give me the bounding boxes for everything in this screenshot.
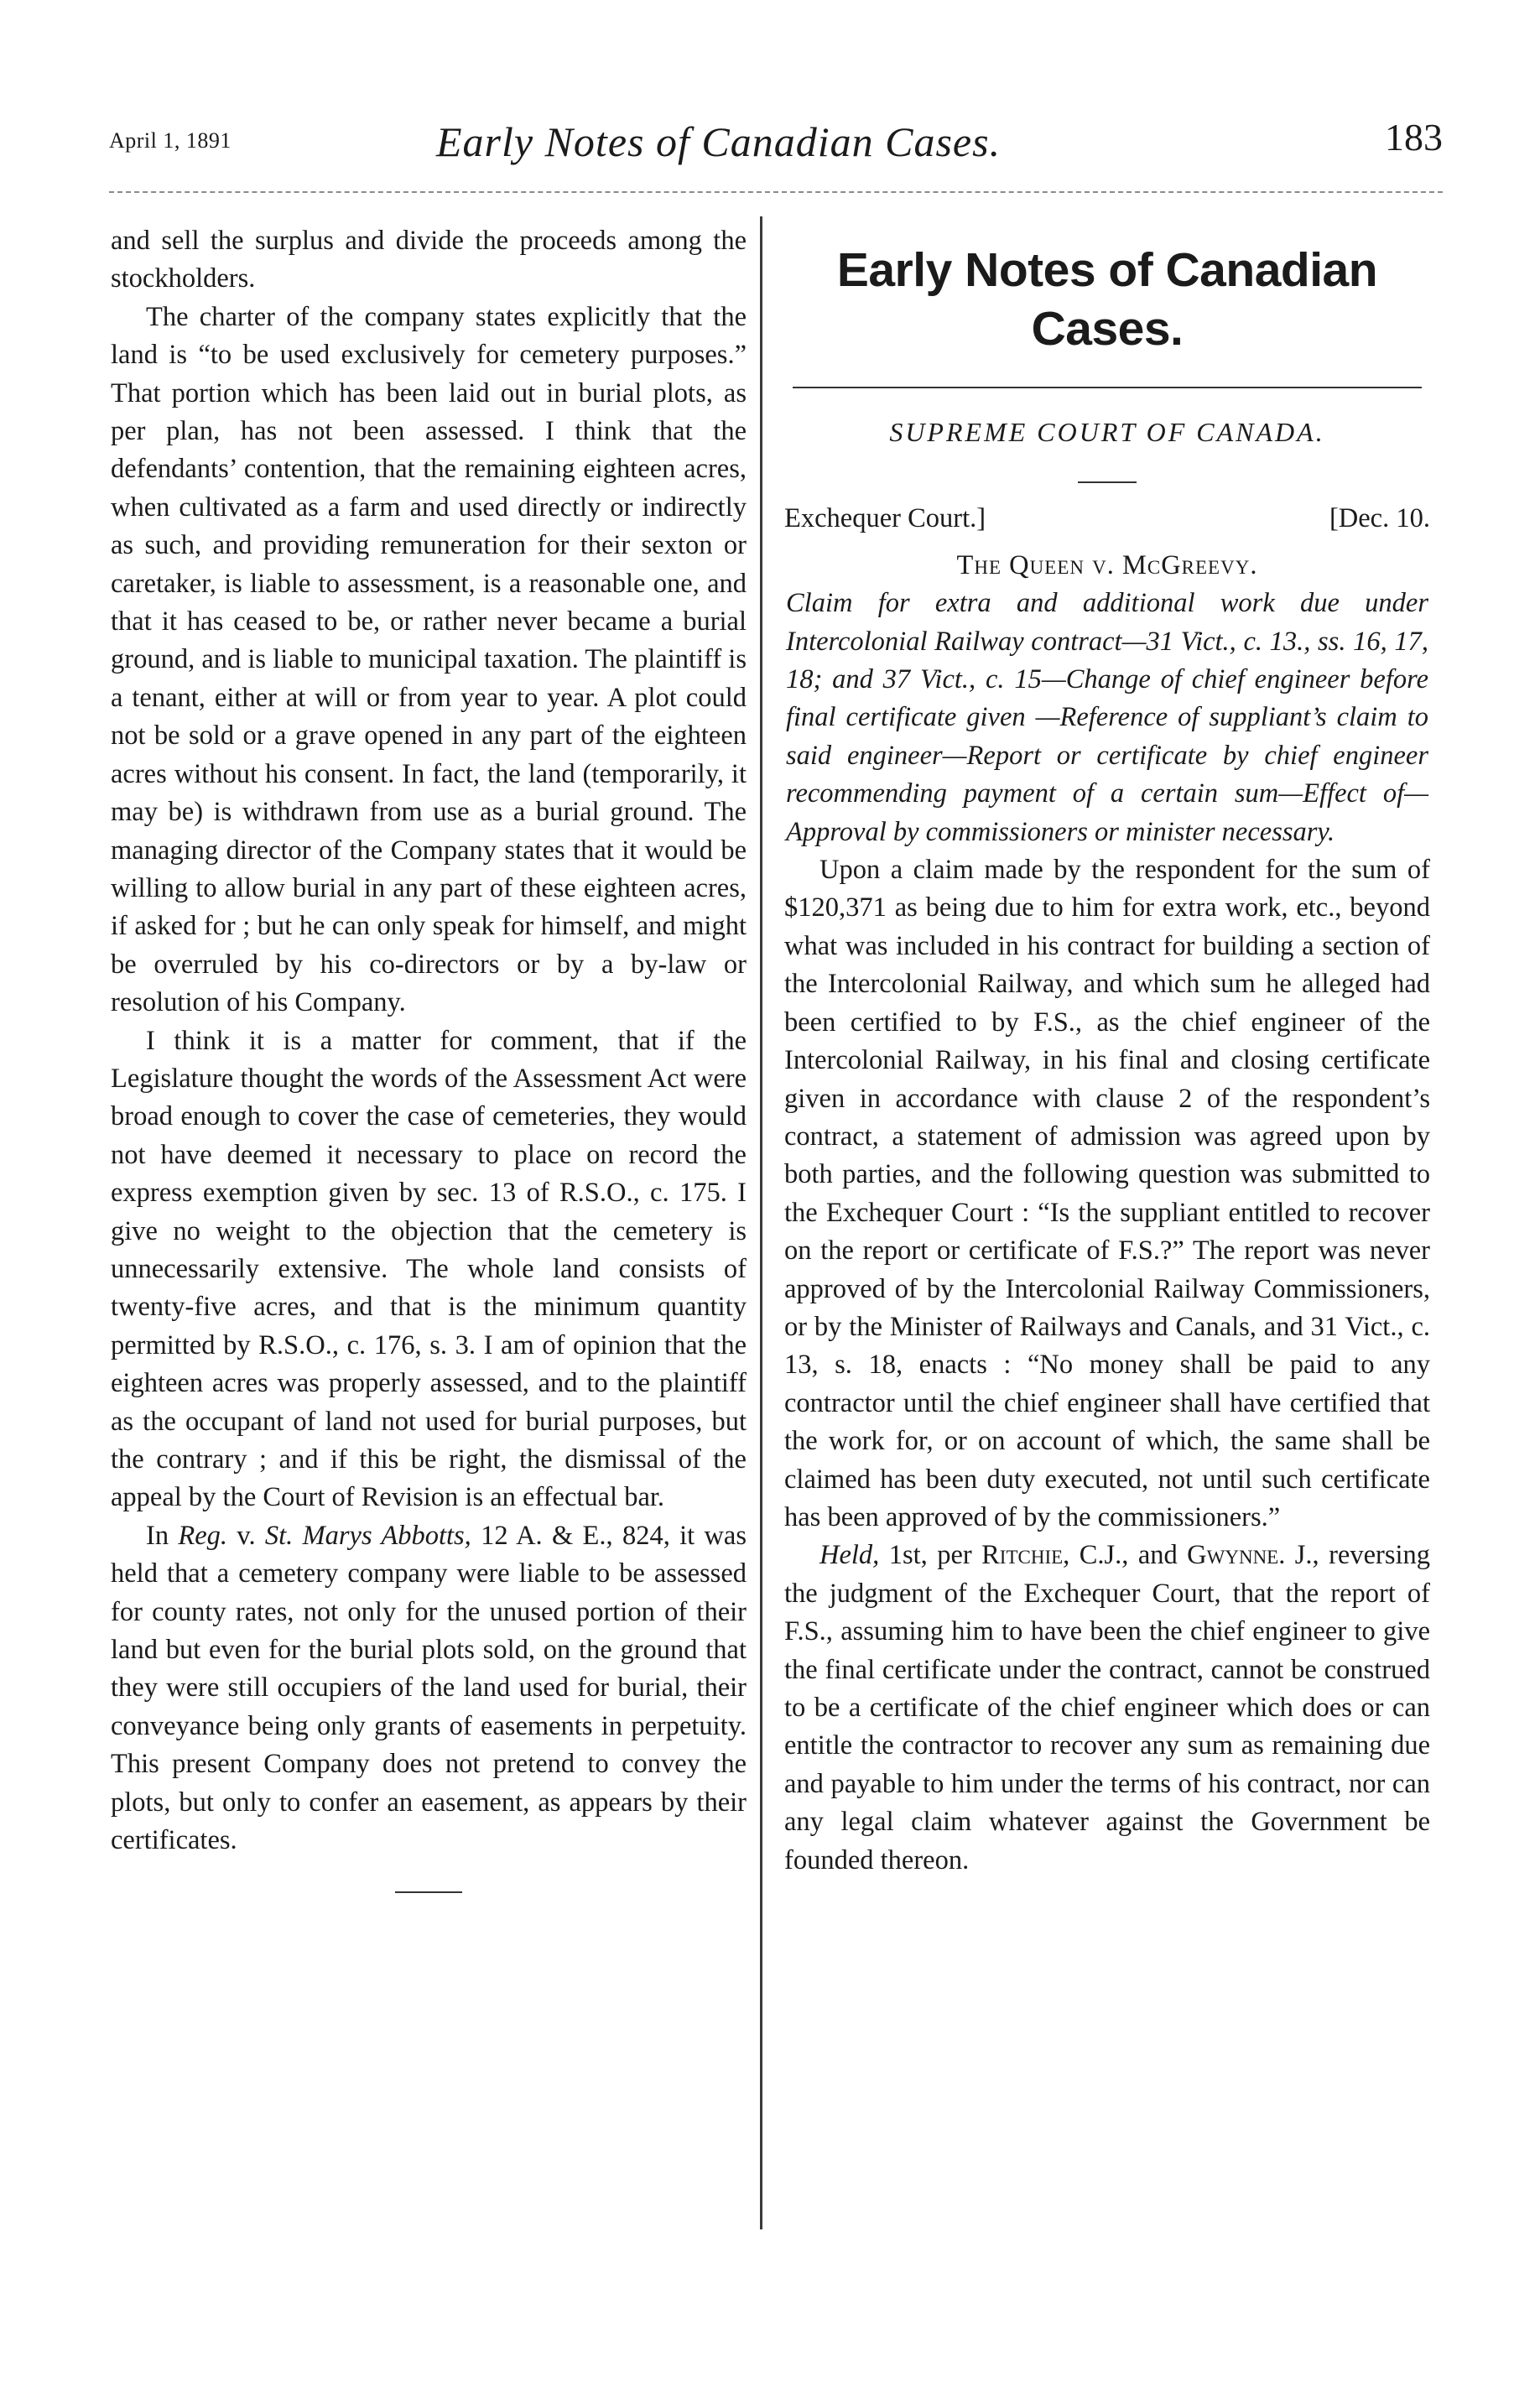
case-citation: St. Marys Abbotts, [264, 1520, 471, 1551]
text: In [146, 1520, 169, 1551]
column-divider [760, 216, 762, 2229]
text: , C.J., and [1063, 1540, 1178, 1571]
decision-date: [Dec. 10. [1329, 503, 1430, 534]
issue-date: April 1, 1891 [109, 128, 232, 153]
paragraph-held [784, 1537, 1430, 1880]
court-title: SUPREME COURT OF CANADA. [889, 417, 1325, 447]
left-column [111, 222, 747, 1893]
right-column [784, 222, 1430, 1880]
text: 1st, per [888, 1540, 972, 1571]
journal-running-title: Early Notes of Canadian Cases. [436, 118, 1002, 165]
court-from: Exchequer Court.] [784, 503, 986, 534]
judge-name: Gwynne [1187, 1540, 1279, 1571]
page-number: 183 [1385, 116, 1443, 159]
case-citation: Reg. [178, 1520, 228, 1551]
text: v. [237, 1520, 256, 1551]
held-label: Held, [819, 1540, 880, 1571]
text: 12 A. & E., 824, it was held that a cemetery company were liable to be assessed for county rates, not only for the unused portion of their land but even for the burial plots sold, on the ground that they were still occupiers of the land used for burial, their conveyance being only grants of easements in perpetuity. This present Company does not pretend to convey the plots, but only to confer an easement, as appears by their certificates. [111, 1520, 747, 1856]
paragraph-precedent [111, 1517, 747, 1860]
end-rule [395, 1891, 462, 1893]
judge-name: Ritchie [981, 1540, 1064, 1571]
section-rule [793, 387, 1422, 388]
section-title: Early Notes of Canadian Cases. [836, 243, 1378, 356]
headnote: Claim for extra and additional work due under Intercolonial Railway contract—31 Vict., c. 13., ss. 16, 17, 18; and 37 Vict., c. 15—Change of chief engineer before final certificate given —Reference of suppliant’s claim to said engineer—Report or certificate by chief engineer recommending payment of a certain sum—Effect of—Approval by commissioners or minister necessary. [786, 588, 1428, 847]
case-name: The Queen v. McGreevy. [956, 549, 1258, 580]
paragraph-continued: and sell the surplus and divide the proceeds among the stockholders. [111, 226, 747, 294]
header-rule [109, 191, 1443, 193]
paragraph-facts: Upon a claim made by the respondent for the sum of $120,371 as being due to him for extra work, etc., beyond what was included in his contract for building a section of the Intercolonial Railway, and which sum he alleged had been certified to by F.S., as the chief engineer of the Intercolonial Railway, in his final and closing certificate given in accordance with clause 2 of the respondent’s contract, a statement of admission was agreed upon by both parties, and the following question was submitted to the Exchequer Court : “Is the suppliant entitled to recover on the report or certificate of F.S.?” The report was never approved of by the Intercolonial Railway Commissioners, or by the Minister of Railways and Canals, and 31 Vict., c. 13, s. 18, enacts : “No money shall be paid to any contractor until the chief engineer shall have certified that the work for, or on account of which, the same shall be claimed has been duty executed, not until such certificate has been approved of by the commissioners.” [784, 855, 1430, 1532]
divider [1078, 481, 1137, 483]
paragraph-comment: I think it is a matter for comment, that if the Legislature thought the words of the Assessment Act were broad enough to cover the case of cemeteries, they would not have deemed it necessary to place on record the express exemption given by sec. 13 of R.S.O., c. 175. I give no weight to the objection that the cemetery is unnecessarily extensive. The whole land consists of twenty-five acres, and that is the minimum quantity permitted by R.S.O., c. 176, s. 3. I am of opinion that the eighteen acres was properly assessed, and to the plaintiff as the occupant of land not used for burial purposes, but the contrary ; and if this be right, the dismissal of the appeal by the Court of Revision is an effectual bar. [111, 1025, 747, 1513]
running-header [109, 105, 1443, 180]
text: . J., reversing the judgment of the Exchequer Court, that the report of F.S., assuming him to have been the chief engineer to give the final certificate under the contract, cannot be construed to be a certificate of the chief engineer which does or can entitle the contractor to recover any sum as remaining due and payable to him under the terms of his contract, nor can any legal claim whatever against the Government be founded thereon. [784, 1540, 1431, 1875]
paragraph-charter: The charter of the company states explicitly that the land is “to be used exclusively for cemetery purposes.” That portion which has been laid out in burial plots, as per plan, has not been assessed. I think that the defendants’ contention, that the remaining eighteen acres, when cultivated as a farm and used directly or indirectly as such, and providing remuneration for their sexton or caretaker, is liable to assessment, is a reasonable one, and that it has ceased to be, or rather never became a burial ground, and is liable to municipal taxation. The plaintiff is a tenant, either at will or from year to year. A plot could not be sold or a grave opened in any part of the eighteen acres without his consent. In fact, the land (temporarily, it may be) is withdrawn from use as a burial ground. The managing director of the Company states that it would be willing to allow burial in any part of these eighteen acres, if asked for ; but he can only speak for himself, and might be overruled by his co-directors or by a by-law or resolution of his Company. [111, 301, 747, 1018]
court-date-line [784, 500, 1430, 538]
